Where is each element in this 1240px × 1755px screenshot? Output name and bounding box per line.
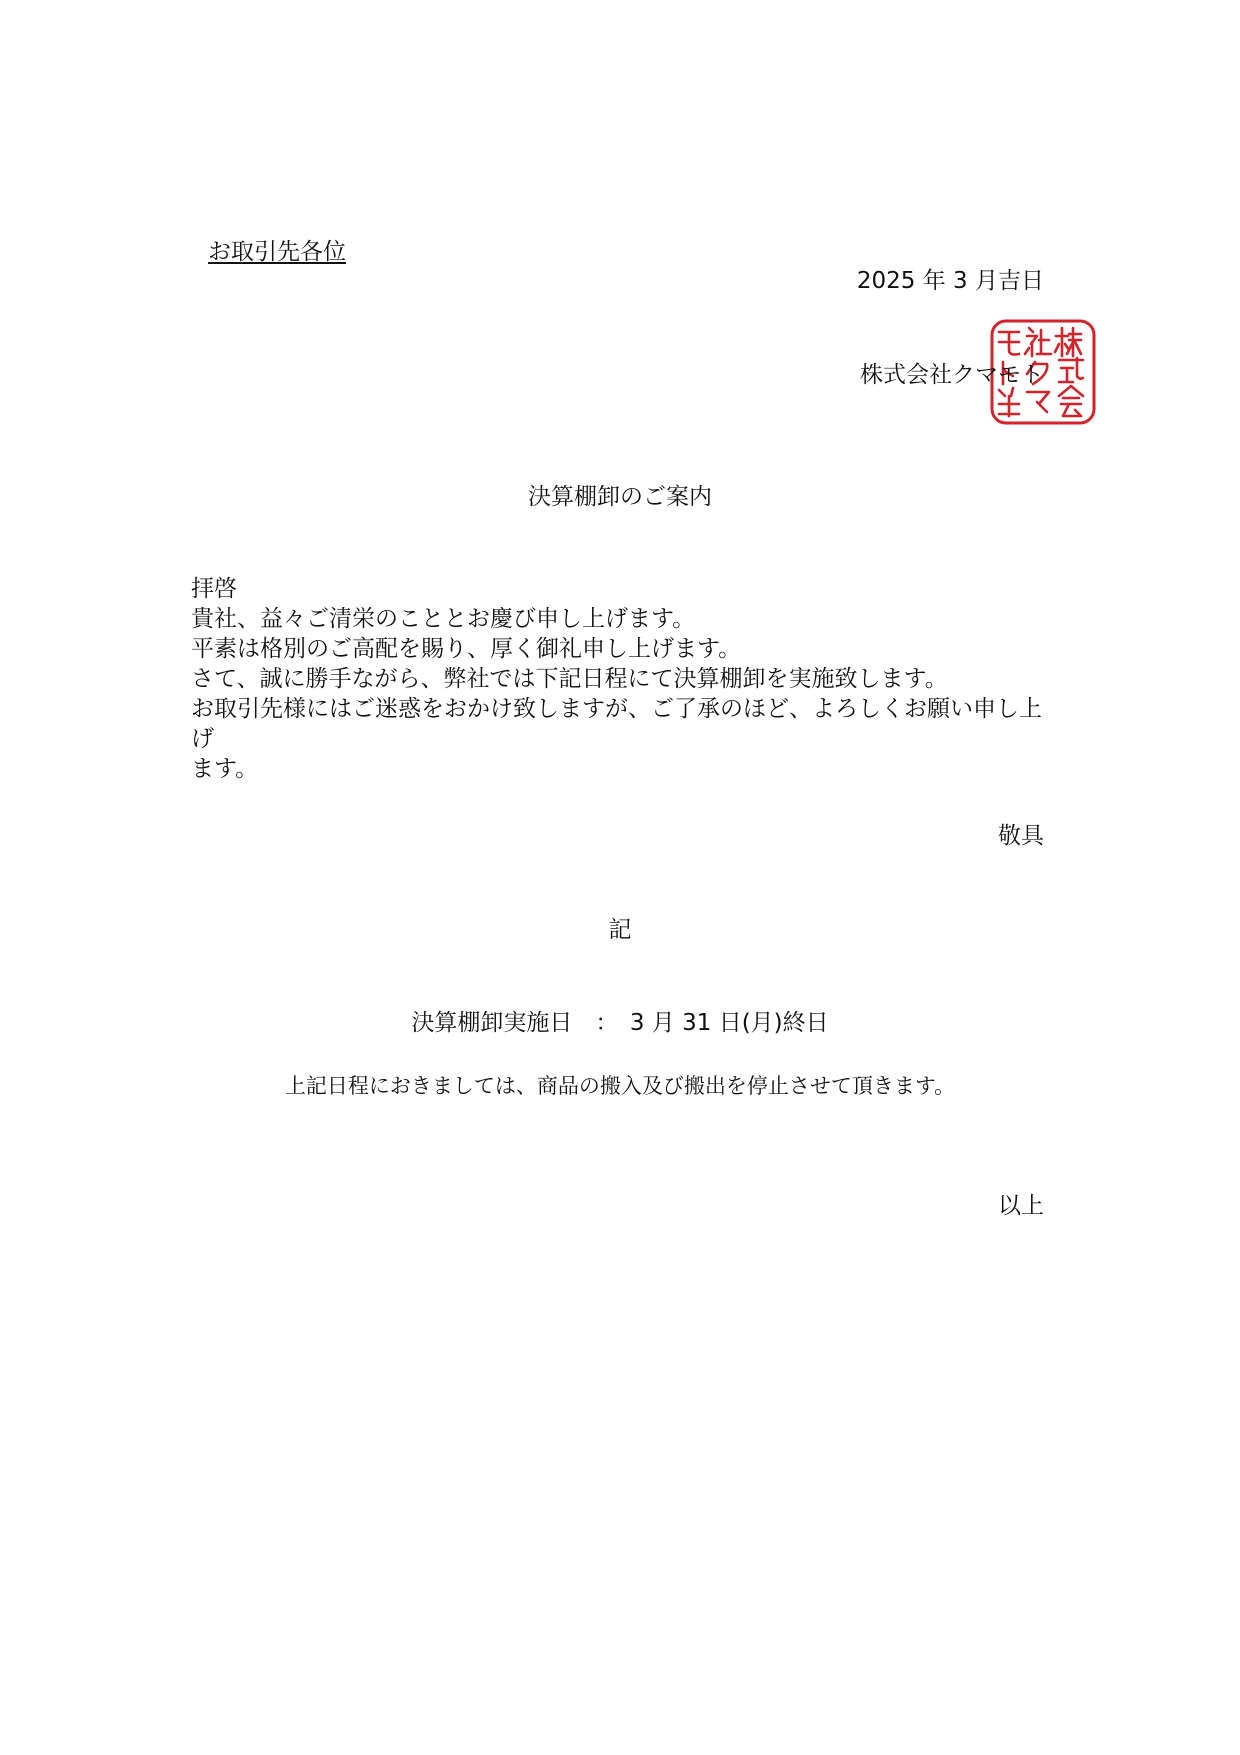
body-line: ます。: [191, 756, 259, 782]
shipping-notice: 上記日程におきましては、商品の搬入及び搬出を停止させて頂きます。: [284, 1074, 956, 1098]
body-line: 平素は格別のご高配を賜り、厚く御礼申し上げます。: [191, 636, 742, 662]
addressee: お取引先各位: [208, 239, 346, 265]
ki-heading: 記: [608, 917, 632, 943]
inventory-schedule: 決算棚卸実施日 ： 3 月 31 日(月)終日: [411, 1010, 829, 1036]
company-name: 株式会社クマモト: [860, 362, 1044, 388]
letter-body: [191, 574, 1051, 784]
body-line: お取引先様にはご迷惑をおかけ致しますが、ご了承のほど、よろしくお願い申し上げ: [191, 696, 1042, 752]
body-line: さて、誠に勝手ながら、弊社では下記日程にて決算棚卸を実施致します。: [191, 666, 948, 692]
letter-date: 2025 年 3 月吉日: [856, 268, 1044, 294]
body-line: 拝啓: [191, 576, 237, 602]
letter-title: 決算棚卸のご案内: [528, 484, 712, 510]
body-line: 貴社、益々ご清栄のこととお慶び申し上げます。: [191, 606, 696, 632]
closing-ijo: 以上: [998, 1193, 1044, 1219]
closing-keigu: 敬具: [998, 823, 1044, 849]
